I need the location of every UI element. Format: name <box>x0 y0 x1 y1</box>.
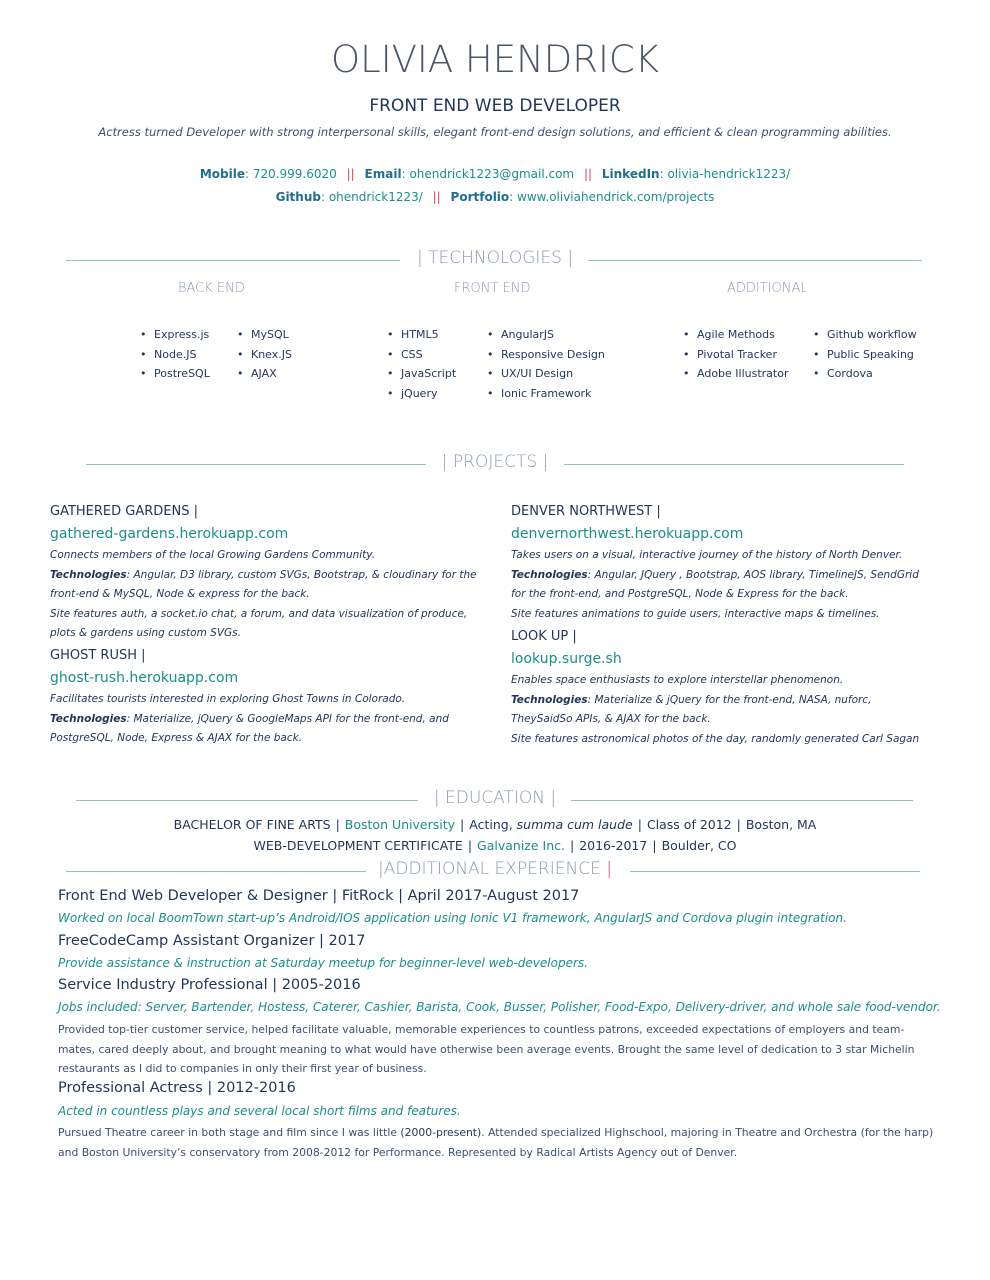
pipe: | <box>637 817 642 832</box>
technologies-label: Technologies <box>50 568 127 581</box>
skill-item: • UX/UI Design <box>487 364 605 384</box>
experience-summary: Acted in countless plays and several local short films and features. <box>58 1104 461 1118</box>
technologies-text: : Materialize, jQuery & GoogleMaps API for the front-end, and PostgreSQL, Node, Express & AJAX for the back. <box>50 712 449 744</box>
project-technologies <box>50 566 490 605</box>
project-features: Site features animations to guide users, interactive maps & timelines. <box>511 607 880 620</box>
email-link[interactable]: ohendrick1223@gmail.com <box>409 167 575 181</box>
body-text: . Attended specialized Highschool, majoring in Theatre and Orchestra (for the harp) and Boston University’s conservatory from 2008-2012 for Performance. Represented by Radical Artists Agency out of Denver. <box>58 1126 934 1159</box>
project-technologies <box>511 691 936 730</box>
project-gathered-gardens <box>50 502 490 644</box>
experience-summary: Jobs included: Server, Bartender, Hostess, Caterer, Cashier, Barista, Cook, Busser, Polisher, Food-Expo, Delivery-driver, and whole sale food-vendor. <box>58 1000 941 1014</box>
experience-summary: Provide assistance & instruction at Saturday meetup for beginner-level web-developers. <box>58 956 588 970</box>
technologies-text: : Materialize & jQuery for the front-end, NASA, nuforc, TheySaidSo APIs, & AJAX for the back. <box>511 693 872 725</box>
linkedin-link[interactable]: olivia-hendrick1223/ <box>667 167 791 181</box>
contact-row-1: Mobile: 720.999.6020 || Email: ohendrick1223@gmail.com || LinkedIn: olivia-hendrick1223/ <box>199 167 791 181</box>
project-features: Site features auth, a socket.io chat, a forum, and data visualization of produce, plots & gardens using custom SVGs. <box>50 607 468 639</box>
contact-row-2: Github: ohendrick1223/ || Portfolio: www.oliviahendrick.com/projects <box>275 190 715 204</box>
skill-item: • Pivotal Tracker <box>683 345 789 365</box>
education-row-bfa <box>0 817 990 832</box>
pipe: | <box>467 838 473 853</box>
class-year: Class of 2012 <box>646 817 732 832</box>
project-technologies <box>511 566 936 605</box>
separator: || <box>432 190 441 204</box>
technologies-label: Technologies <box>511 693 588 706</box>
experience-summary: Worked on local BoomTown start-up’s Android/IOS application using Ionic V1 framework, AngularJS and Cordova plugin integration. <box>58 911 847 925</box>
separator: || <box>583 167 593 181</box>
pipe: | <box>736 817 741 832</box>
skill-item: • AJAX <box>237 364 292 384</box>
experience-title: FreeCodeCamp Assistant Organizer | 2017 <box>58 933 366 949</box>
job-title: FRONT END WEB DEVELOPER <box>369 96 621 116</box>
project-features: Site features astronomical photos of the day, randomly generated Carl Sagan <box>511 732 920 745</box>
skill-item: • Cordova <box>813 364 917 384</box>
projects-heading: | PROJECTS | <box>0 452 990 476</box>
project-look-up <box>511 627 936 749</box>
mobile-number[interactable]: 720.999.6020 <box>252 167 337 181</box>
pipe: | <box>569 838 575 853</box>
pipe: | <box>460 817 465 832</box>
project-title: GATHERED GARDENS | <box>50 504 198 519</box>
experience-title: Service Industry Professional | 2005-2016 <box>58 977 361 993</box>
skill-item: • jQuery <box>387 384 456 404</box>
section-title: ADDITIONAL EXPERIENCE <box>383 859 601 879</box>
education-heading: | EDUCATION | <box>0 788 990 812</box>
github-label: Github <box>275 190 321 204</box>
project-link[interactable]: denvernorthwest.herokuapp.com <box>511 526 744 542</box>
location: Boston, MA <box>745 817 817 832</box>
technologies-text: : Angular, JQuery , Bootstrap, AOS library, TimelineJS, SendGrid for the front-end, and PostgreSQL, Node & Express for the back. <box>511 568 919 600</box>
backend-list-2 <box>237 325 292 384</box>
experience-heading: |ADDITIONAL EXPERIENCE | <box>0 859 990 883</box>
backend-title: BACK END <box>178 281 245 296</box>
project-description: Facilitates tourists interested in exploring Ghost Towns in Colorado. <box>50 693 406 705</box>
pipe: | <box>335 817 340 832</box>
experience-title: Front End Web Developer & Designer | FitRock | April 2017-August 2017 <box>58 888 580 904</box>
skill-item: • CSS <box>387 345 456 365</box>
degree: BACHELOR OF FINE ARTS <box>173 817 331 832</box>
portfolio-label: Portfolio <box>450 190 510 204</box>
project-technologies <box>50 710 490 749</box>
school: Boston University <box>344 817 456 832</box>
email-label: Email <box>364 167 402 181</box>
project-description: Enables space enthusiasts to explore interstellar phenomenon. <box>511 674 844 686</box>
skill-item: • Public Speaking <box>813 345 917 365</box>
tagline: Actress turned Developer with strong interpersonal skills, elegant front-end design solutions, and efficient & clean programming abilities. <box>98 125 892 139</box>
project-ghost-rush <box>50 646 490 749</box>
skill-item: • Ionic Framework <box>487 384 605 404</box>
experience-body <box>58 1123 938 1162</box>
frontend-list-2 <box>487 325 605 403</box>
honors: summa cum laude <box>516 817 633 832</box>
separator: || <box>346 167 355 181</box>
project-description: Takes users on a visual, interactive journey of the history of North Denver. <box>511 549 903 561</box>
project-title: LOOK UP | <box>511 629 577 644</box>
mobile-label: Mobile <box>199 167 245 181</box>
frontend-list-1 <box>387 325 456 403</box>
school: Galvanize Inc. <box>477 838 565 853</box>
additional-list-1 <box>683 325 789 384</box>
location: Boulder, CO <box>661 838 737 853</box>
education-row-certificate <box>0 838 990 853</box>
skill-item: • Agile Methods <box>683 325 789 345</box>
additional-title: ADDITIONAL <box>727 281 808 296</box>
major: Acting, <box>469 817 513 832</box>
technologies-label: Technologies <box>511 568 588 581</box>
skill-item: • HTML5 <box>387 325 456 345</box>
project-link[interactable]: gathered-gardens.herokuapp.com <box>50 526 289 542</box>
body-years: (2000-present) <box>400 1126 482 1139</box>
skill-item: • JavaScript <box>387 364 456 384</box>
skill-item: • Github workflow <box>813 325 917 345</box>
skill-item: • Express.js <box>140 325 210 345</box>
resume-name: OLIVIA HENDRICK <box>330 38 660 81</box>
frontend-title: FRONT END <box>454 281 531 296</box>
technologies-label: Technologies <box>50 712 127 725</box>
technologies-heading: | TECHNOLOGIES | <box>0 248 990 272</box>
additional-list-2 <box>813 325 917 384</box>
section-title: PROJECTS <box>452 452 538 472</box>
skill-item: • MySQL <box>237 325 292 345</box>
body-text: Pursued Theatre career in both stage and film since I was little <box>58 1126 401 1139</box>
skill-item: • PostreSQL <box>140 364 210 384</box>
linkedin-label: LinkedIn <box>601 167 660 181</box>
github-link[interactable]: ohendrick1223/ <box>328 190 423 204</box>
project-link[interactable]: lookup.surge.sh <box>511 651 622 667</box>
backend-list-1 <box>140 325 210 384</box>
project-title: GHOST RUSH | <box>50 648 146 663</box>
skill-item: • Adobe Illustrator <box>683 364 789 384</box>
section-title: EDUCATION <box>445 788 545 808</box>
degree: WEB-DEVELOPMENT CERTIFICATE <box>253 838 463 853</box>
project-denver-northwest <box>511 502 936 624</box>
section-title: TECHNOLOGIES <box>428 248 562 268</box>
project-title: DENVER NORTHWEST | <box>511 504 661 519</box>
experience-title: Professional Actress | 2012-2016 <box>58 1080 296 1096</box>
portfolio-link[interactable]: www.oliviahendrick.com/projects <box>517 190 715 204</box>
pipe: | <box>652 838 657 853</box>
skill-item: • Node.JS <box>140 345 210 365</box>
project-description: Connects members of the local Growing Gardens Community. <box>50 549 376 561</box>
years: 2016-2017 <box>579 838 648 853</box>
skill-item: • AngularJS <box>487 325 605 345</box>
skill-item: • Knex.JS <box>237 345 292 365</box>
experience-body: Provided top-tier customer service, helped facilitate valuable, memorable experiences to countless patrons, exceeded expectations of employers and team-mates, cared deeply about, and brought meaning to what would have otherwise been average events. Brought the same level of dedication to 3 star Michelin restaurants as I did to companies in only their first year of business. <box>58 1023 915 1075</box>
skill-item: • Responsive Design <box>487 345 605 365</box>
technologies-text: : Angular, D3 library, custom SVGs, Bootstrap, & cloudinary for the front-end & MySQL, Node & express for the back. <box>50 568 477 600</box>
project-link[interactable]: ghost-rush.herokuapp.com <box>50 670 239 686</box>
